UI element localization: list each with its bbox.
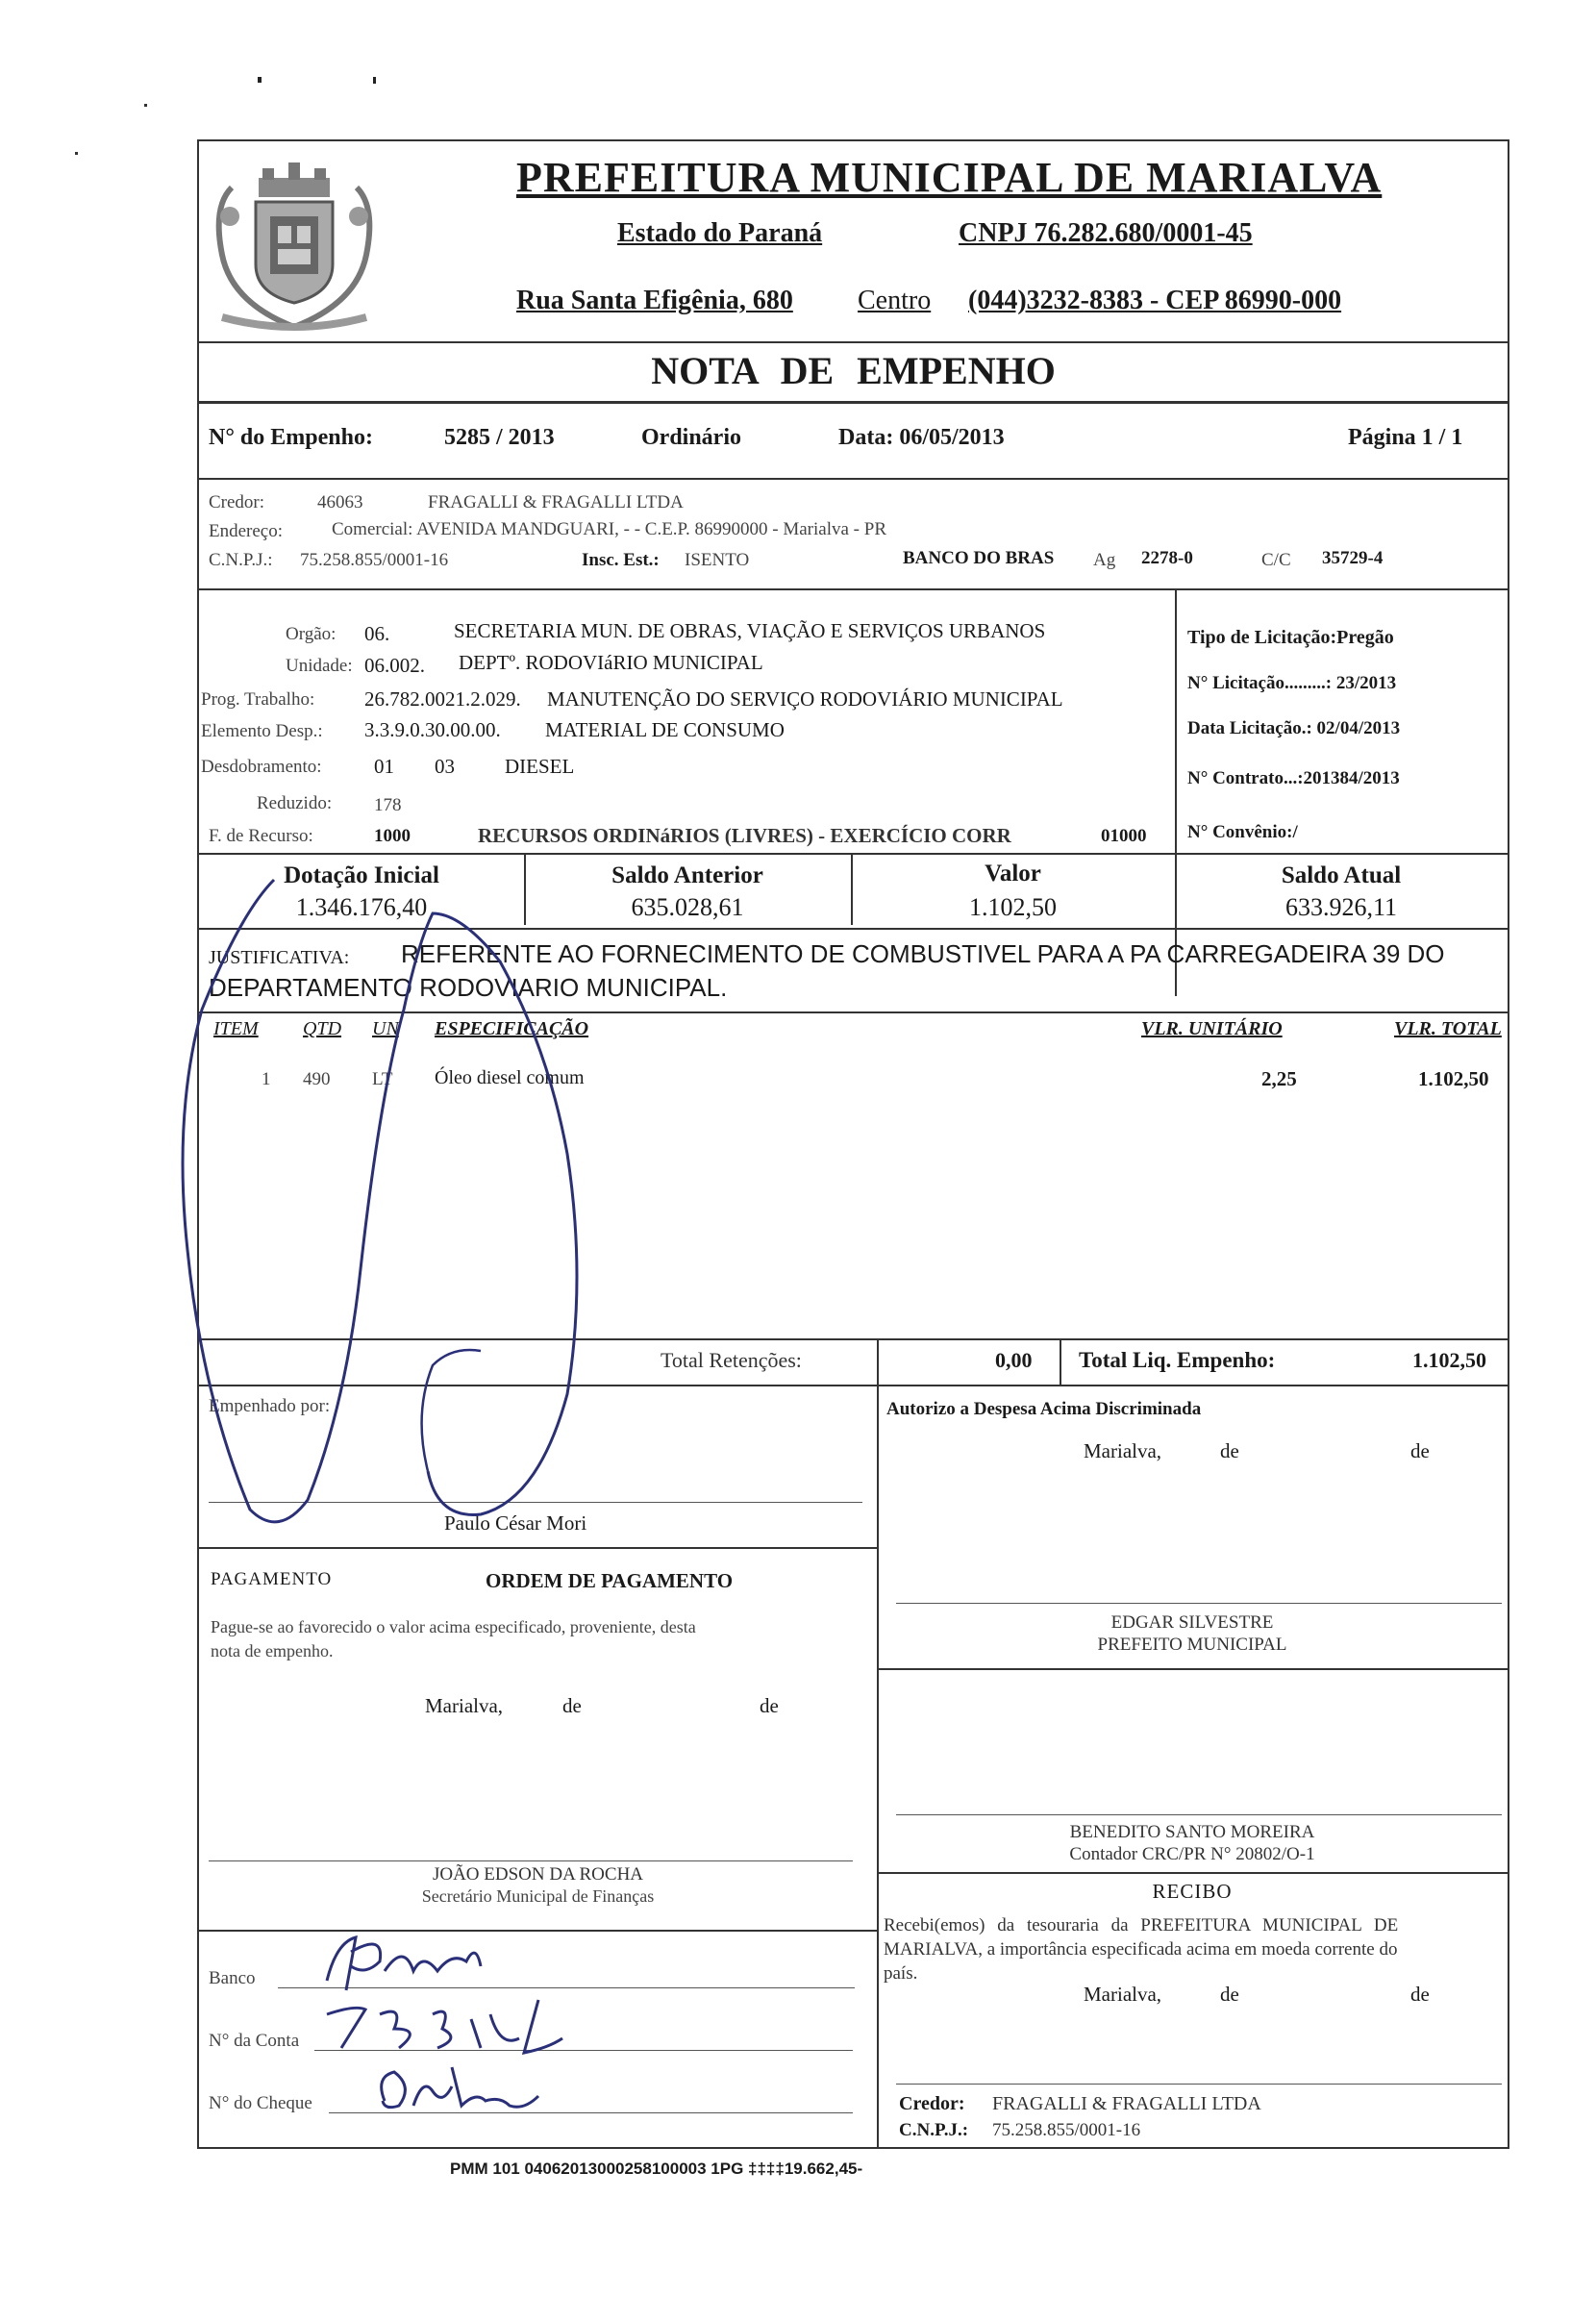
page-number: Página 1 / 1	[1348, 425, 1463, 450]
orgao-label: Orgão:	[286, 624, 337, 644]
credor-name: FRAGALLI & FRAGALLI LTDA	[428, 492, 684, 512]
agency-label: Ag	[1093, 550, 1116, 570]
pagamento-text2: nota de empenho.	[211, 1641, 334, 1660]
scan-speck	[373, 77, 376, 84]
agency-value: 2278-0	[1141, 548, 1193, 568]
account-value: 35729-4	[1322, 548, 1384, 568]
justificativa-line1: REFERENTE AO FORNECIMENTO DE COMBUSTIVEL PARA A PA CARREGADEIRA 39 DO	[401, 939, 1445, 968]
pagamento-place: Marialva,	[425, 1694, 504, 1717]
credor-footer-cnpj: 75.258.855/0001-16	[992, 2120, 1141, 2140]
col-vlr-unitario: VLR. UNITÁRIO	[1141, 1018, 1283, 1039]
empenho-number: 5285 / 2013	[444, 425, 555, 450]
elem-name: MATERIAL DE CONSUMO	[545, 718, 785, 741]
autorizo-de2: de	[1410, 1439, 1430, 1462]
item-vlr-total: 1.102,50	[1418, 1067, 1489, 1090]
prog-label: Prog. Trabalho:	[201, 689, 315, 710]
col-qtd: QTD	[303, 1018, 342, 1039]
recibo-line2: MARIALVA, a importância especificada acima em moeda corrente do	[884, 1939, 1398, 1960]
reduzido-value: 178	[374, 795, 402, 815]
desdobramento-name: DIESEL	[505, 755, 575, 778]
credor-cnpj: 75.258.855/0001-16	[300, 550, 449, 570]
state-label: Estado do Paraná	[617, 218, 823, 248]
ordem-pagamento-title: ORDEM DE PAGAMENTO	[486, 1569, 734, 1592]
numero-licitacao: N° Licitação.........: 23/2013	[1187, 673, 1397, 693]
item-especificacao: Óleo diesel comum	[435, 1067, 585, 1088]
empenhado-por-label: Empenhado por:	[209, 1396, 331, 1416]
col-vlr-total: VLR. TOTAL	[1394, 1018, 1502, 1039]
doc-title: NOTA DE EMPENHO	[651, 349, 1056, 392]
recurso-label: F. de Recurso:	[209, 826, 313, 846]
autorizo-place: Marialva,	[1084, 1439, 1162, 1462]
saldo-anterior-value: 635.028,61	[631, 893, 744, 921]
credor-code: 46063	[317, 492, 363, 512]
saldo-atual-value: 633.926,11	[1284, 893, 1398, 921]
tipo-licitacao: Tipo de Licitação:Pregão	[1187, 627, 1394, 648]
address-label: Rua Santa Efigênia, 680	[516, 286, 793, 315]
empenho-date: Data: 06/05/2013	[838, 425, 1005, 450]
justificativa-label: JUSTIFICATIVA:	[209, 947, 350, 968]
col-especificacao: ESPECIFICAÇÃO	[435, 1018, 589, 1039]
pagamento-text1: Pague-se ao favorecido o valor acima especificado, proveniente, desta	[211, 1617, 696, 1636]
desdobramento-a: 01	[374, 755, 394, 778]
bank-name: BANCO DO BRAS	[903, 548, 1055, 568]
reduzido-label: Reduzido:	[257, 793, 333, 813]
insc-value: ISENTO	[685, 550, 750, 570]
recurso-code2: 01000	[1101, 826, 1147, 846]
elem-code: 3.3.9.0.30.00.00.	[364, 718, 501, 741]
footer-code: PMM 101 04062013000258100003 1PG ‡‡‡‡19.662,45-	[450, 2160, 863, 2178]
pagamento-de2: de	[760, 1694, 779, 1717]
scan-speck	[144, 104, 147, 107]
recibo-title: RECIBO	[1152, 1880, 1233, 1903]
elem-label: Elemento Desp.:	[201, 721, 323, 741]
cnpj-label: CNPJ 76.282.680/0001-45	[959, 218, 1253, 248]
credor-footer-label: Credor:	[899, 2093, 965, 2114]
contador-name: BENEDITO SANTO MOREIRA	[1069, 1822, 1315, 1842]
total-retencoes-label: Total Retenções:	[661, 1348, 802, 1372]
phone-cep-label: (044)3232-8383 - CEP 86990-000	[968, 286, 1342, 315]
saldo-anterior-label: Saldo Anterior	[611, 862, 763, 888]
total-liq-value: 1.102,50	[1412, 1348, 1486, 1372]
numero-convenio: N° Convênio:/	[1187, 822, 1298, 842]
dotacao-inicial-value: 1.346.176,40	[295, 893, 428, 921]
nota-de-empenho-form	[197, 139, 1509, 2149]
col-item: ITEM	[213, 1018, 259, 1039]
orgao-name: SECRETARIA MUN. DE OBRAS, VIAÇÃO E SERVIÇOS URBANOS	[454, 619, 1046, 642]
total-liq-label: Total Liq. Empenho:	[1079, 1348, 1276, 1372]
account-label: C/C	[1261, 550, 1291, 570]
item-number: 1	[262, 1069, 271, 1089]
unidade-label: Unidade:	[286, 656, 353, 676]
recurso-name: RECURSOS ORDINáRIOS (LIVRES) - EXERCÍCIO CORR	[478, 824, 1011, 847]
empenhado-por-name: Paulo César Mori	[444, 1511, 587, 1535]
empenho-number-label: N° do Empenho:	[209, 425, 373, 450]
credor-footer-name: FRAGALLI & FRAGALLI LTDA	[992, 2093, 1261, 2114]
unidade-code: 06.002.	[364, 654, 425, 677]
recibo-place: Marialva,	[1084, 1983, 1162, 2006]
address-field-label: Endereço:	[209, 521, 284, 541]
cnpj-field-label: C.N.P.J.:	[209, 550, 273, 570]
recibo-line1: Recebi(emos) da tesouraria da PREFEITURA MUNICIPAL DE	[884, 1915, 1399, 1935]
secretario-role: Secretário Municipal de Finanças	[421, 1886, 655, 1906]
insc-label: Insc. Est.:	[582, 550, 660, 570]
recibo-de2: de	[1410, 1983, 1430, 2006]
scan-speck	[258, 77, 262, 83]
recurso-code: 1000	[374, 826, 411, 846]
justificativa-line2: DEPARTAMENTO RODOVIARIO MUNICIPAL.	[209, 973, 728, 1002]
total-retencoes-value: 0,00	[995, 1348, 1033, 1372]
recibo-line3: país.	[884, 1963, 918, 1984]
saldo-atual-label: Saldo Atual	[1281, 862, 1402, 888]
prefeito-name: EDGAR SILVESTRE	[1110, 1612, 1274, 1633]
item-un: LT	[372, 1069, 393, 1089]
contador-role: Contador CRC/PR N° 20802/O-1	[1069, 1844, 1315, 1864]
empenho-type: Ordinário	[641, 425, 742, 450]
orgao-code: 06.	[364, 622, 390, 645]
conta-label: N° da Conta	[209, 2031, 300, 2051]
recibo-de1: de	[1220, 1983, 1239, 2006]
banco-label: Banco	[209, 1968, 256, 1988]
cheque-label: N° do Cheque	[209, 2093, 312, 2113]
pagamento-de1: de	[562, 1694, 582, 1717]
prefeito-role: PREFEITO MUNICIPAL	[1097, 1635, 1287, 1655]
col-un: UN	[372, 1018, 399, 1039]
credor-footer-cnpj-label: C.N.P.J.:	[899, 2120, 969, 2140]
autorizo-de1: de	[1220, 1439, 1239, 1462]
item-qtd: 490	[303, 1069, 331, 1089]
pagamento-label: PAGAMENTO	[211, 1569, 333, 1589]
prog-name: MANUTENÇÃO DO SERVIÇO RODOVIÁRIO MUNICIPAL	[547, 687, 1063, 711]
item-vlr-unitario: 2,25	[1261, 1067, 1297, 1090]
valor-value: 1.102,50	[969, 893, 1057, 921]
desdobramento-b: 03	[435, 755, 455, 778]
data-licitacao: Data Licitação.: 02/04/2013	[1187, 718, 1401, 738]
desdobramento-label: Desdobramento:	[201, 757, 322, 777]
prog-code: 26.782.0021.2.029.	[364, 687, 521, 711]
district-label: Centro	[858, 286, 932, 315]
scan-speck	[75, 152, 78, 155]
credor-address: Comercial: AVENIDA MANDGUARI, - - C.E.P. 86990000 - Marialva - PR	[332, 519, 886, 539]
prefeitura-title: PREFEITURA MUNICIPAL DE MARIALVA	[516, 154, 1383, 201]
credor-label: Credor:	[209, 492, 265, 512]
autorizo-label: Autorizo a Despesa Acima Discriminada	[886, 1399, 1202, 1419]
numero-contrato: N° Contrato...:201384/2013	[1187, 768, 1400, 788]
valor-label: Valor	[985, 861, 1041, 886]
secretario-name: JOÃO EDSON DA ROCHA	[432, 1864, 644, 1885]
dotacao-inicial-label: Dotação Inicial	[284, 862, 439, 888]
unidade-name: DEPTº. RODOVIáRIO MUNICIPAL	[459, 651, 763, 674]
municipal-coat-of-arms-logo	[203, 149, 386, 332]
